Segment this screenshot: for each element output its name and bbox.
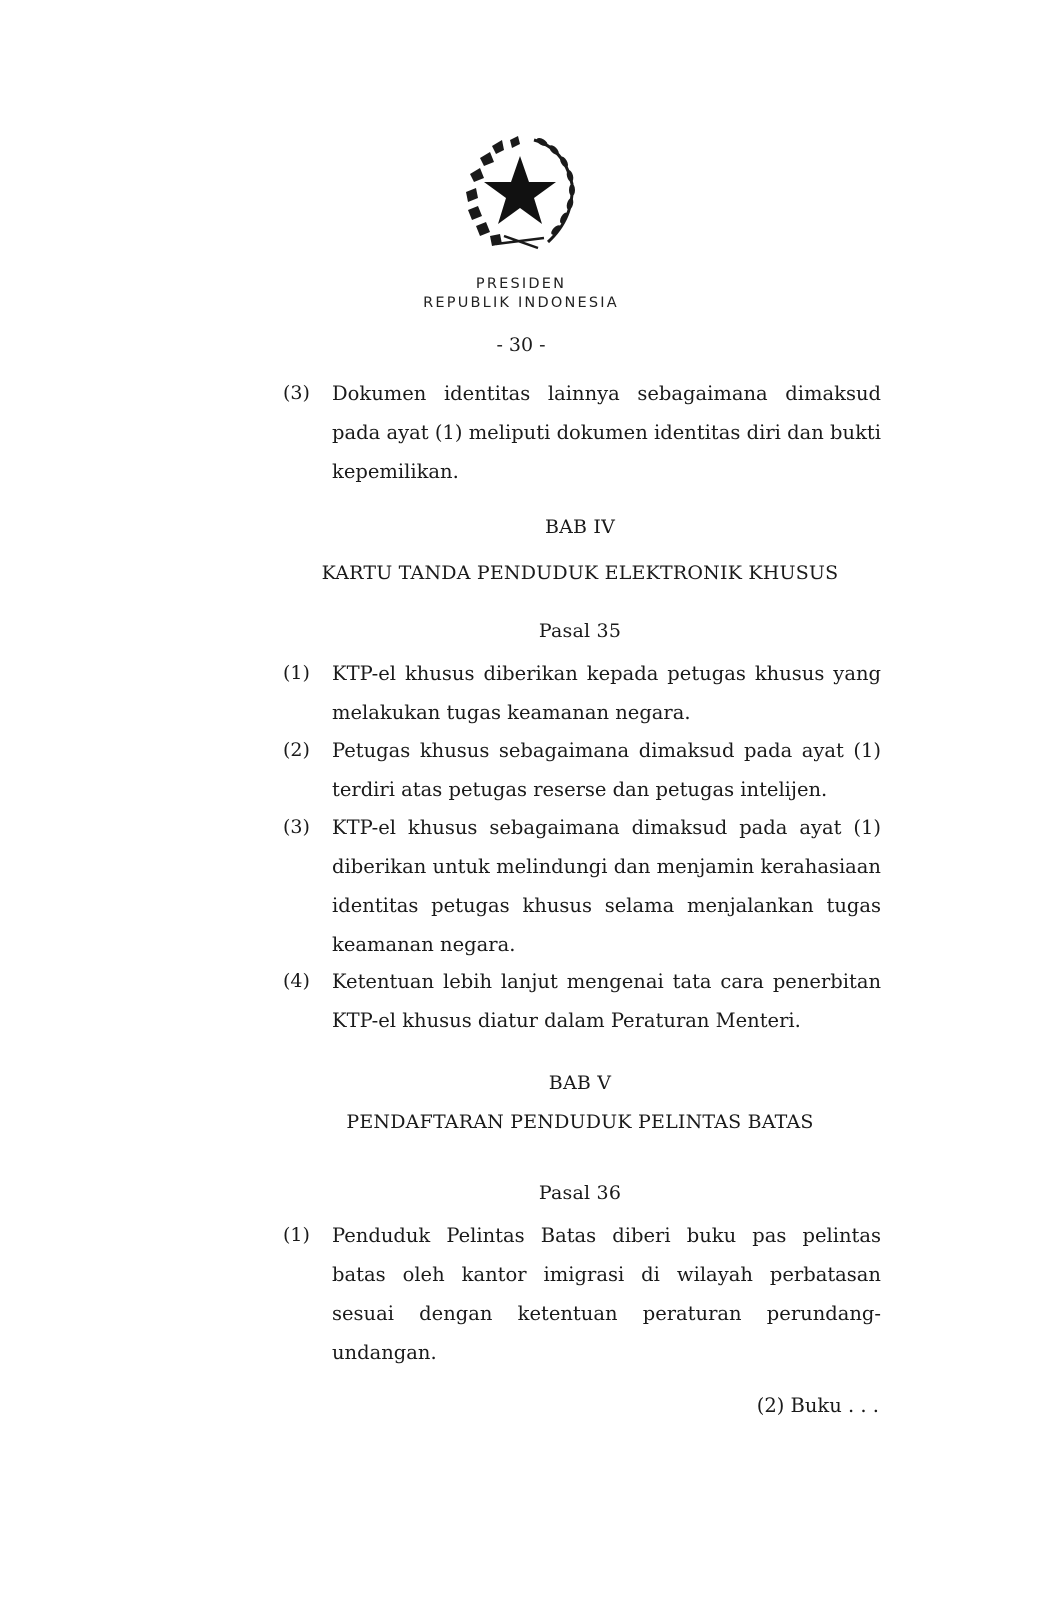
article-heading: Pasal 35	[538, 620, 622, 642]
ayat-number: (1)	[283, 1224, 310, 1246]
chapter-title: KARTU TANDA PENDUDUK ELEKTRONIK KHUSUS	[321, 562, 839, 584]
chapter-label: BAB IV	[544, 516, 616, 538]
page-number: - 30 -	[496, 334, 546, 356]
ayat-number: (4)	[283, 970, 310, 992]
ayat-text: Dokumen identitas lainnya sebagaimana dimaksud pada ayat (1) meliputi dokumen identitas diri dan bukti kepemilikan.	[332, 382, 881, 483]
ayat-text: Petugas khusus sebagaimana dimaksud pada ayat (1) terdiri atas petugas reserse dan petugas intelijen.	[332, 739, 881, 801]
continuation-note: (2) Buku . . .	[756, 1394, 879, 1417]
chapter-title: PENDAFTARAN PENDUDUK PELINTAS BATAS	[346, 1111, 814, 1133]
ayat-text: KTP-el khusus diberikan kepada petugas khusus yang melakukan tugas keamanan negara.	[332, 662, 881, 724]
article-heading: Pasal 36	[538, 1182, 622, 1204]
presidential-seal-icon	[452, 128, 588, 256]
ayat-text: Penduduk Pelintas Batas diberi buku pas pelintas batas oleh kantor imigrasi di wilayah perbatasan sesuai dengan ketentuan peraturan perundang-undangan.	[332, 1224, 881, 1364]
ayat-text: KTP-el khusus sebagaimana dimaksud pada ayat (1) diberikan untuk melindungi dan menjamin kerahasiaan identitas petugas khusus selama menjalankan tugas keamanan negara.	[332, 816, 881, 956]
ayat-text: Ketentuan lebih lanjut mengenai tata cara penerbitan KTP-el khusus diatur dalam Peraturan Menteri.	[332, 970, 881, 1032]
header-republik-indonesia: REPUBLIK INDONESIA	[423, 295, 619, 311]
ayat-number: (3)	[283, 816, 310, 838]
chapter-label: BAB V	[548, 1072, 612, 1094]
header-presiden: PRESIDEN	[475, 276, 567, 292]
ayat-number: (1)	[283, 662, 310, 684]
ayat-number: (3)	[283, 382, 310, 404]
ayat-number: (2)	[283, 739, 310, 761]
